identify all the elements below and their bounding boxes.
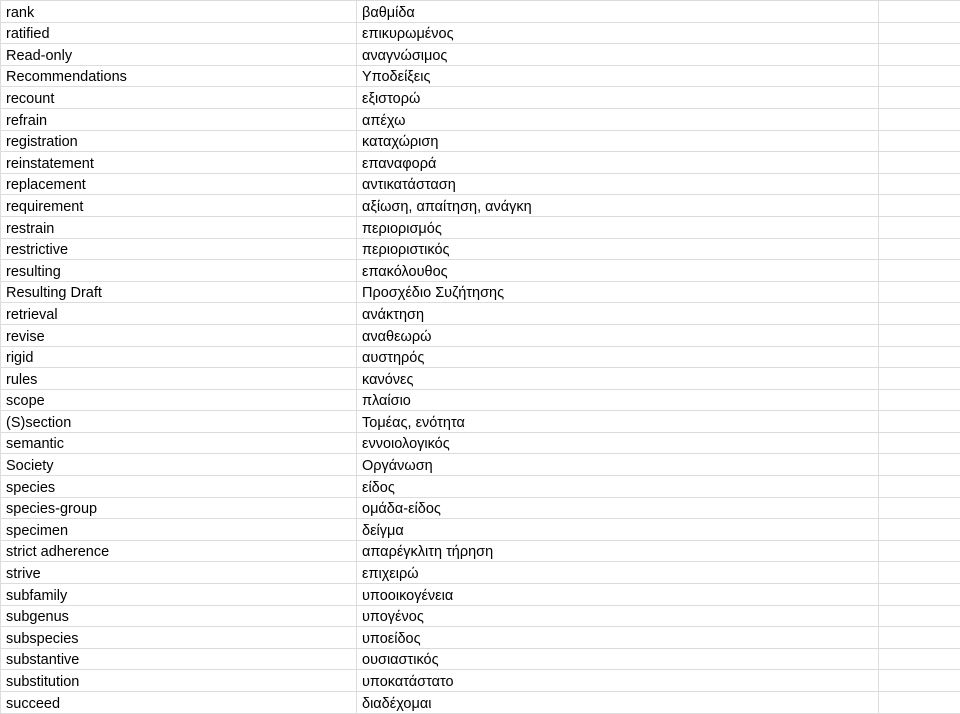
english-term-cell[interactable]: semantic [1,432,357,454]
empty-cell[interactable] [879,260,960,282]
empty-cell[interactable] [879,152,960,174]
english-term-cell[interactable]: rigid [1,346,357,368]
table-row [1,195,960,217]
english-term-cell[interactable]: subgenus [1,605,357,627]
english-term-cell[interactable]: strive [1,562,357,584]
table-row [1,87,960,109]
empty-cell[interactable] [879,1,960,23]
table-row [1,627,960,649]
english-term-cell[interactable]: subspecies [1,627,357,649]
table-row [1,216,960,238]
table-row [1,584,960,606]
empty-cell[interactable] [879,432,960,454]
english-term-cell[interactable]: strict adherence [1,540,357,562]
greek-term-cell[interactable]: επιχειρώ [357,562,879,584]
table-row [1,108,960,130]
greek-term-cell[interactable]: βαθμίδα [357,1,879,23]
english-term-cell[interactable]: subfamily [1,584,357,606]
greek-term-cell[interactable]: επαναφορά [357,152,879,174]
greek-term-cell[interactable]: απέχω [357,108,879,130]
table-row [1,519,960,541]
greek-term-cell[interactable]: Προσχέδιο Συζήτησης [357,281,879,303]
greek-term-cell[interactable]: υποκατάστατο [357,670,879,692]
empty-cell[interactable] [879,389,960,411]
empty-cell[interactable] [879,130,960,152]
greek-term-cell[interactable]: πλαίσιο [357,389,879,411]
greek-term-cell[interactable]: είδος [357,476,879,498]
empty-cell[interactable] [879,65,960,87]
table-row [1,303,960,325]
greek-term-cell[interactable]: Τομέας, ενότητα [357,411,879,433]
table-row [1,238,960,260]
greek-term-cell[interactable]: αξίωση, απαίτηση, ανάγκη [357,195,879,217]
greek-term-cell[interactable]: ουσιαστικός [357,648,879,670]
english-term-cell[interactable]: reinstatement [1,152,357,174]
greek-term-cell[interactable]: υποείδος [357,627,879,649]
english-term-cell[interactable]: revise [1,324,357,346]
greek-term-cell[interactable]: καταχώριση [357,130,879,152]
empty-cell[interactable] [879,411,960,433]
greek-term-cell[interactable]: αναγνώσιμος [357,44,879,66]
table-row [1,540,960,562]
empty-cell[interactable] [879,692,960,714]
table-row [1,497,960,519]
english-term-cell[interactable]: succeed [1,692,357,714]
table-row [1,22,960,44]
table-row [1,324,960,346]
english-term-cell[interactable]: substantive [1,648,357,670]
greek-term-cell[interactable]: Οργάνωση [357,454,879,476]
english-term-cell[interactable]: refrain [1,108,357,130]
english-term-cell[interactable]: Resulting Draft [1,281,357,303]
empty-cell[interactable] [879,562,960,584]
table-row [1,1,960,23]
greek-term-cell[interactable]: υπογένος [357,605,879,627]
english-term-cell[interactable]: Society [1,454,357,476]
english-term-cell[interactable]: retrieval [1,303,357,325]
english-term-cell[interactable]: recount [1,87,357,109]
table-row [1,411,960,433]
table-row [1,432,960,454]
english-term-cell[interactable]: scope [1,389,357,411]
empty-cell[interactable] [879,368,960,390]
empty-cell[interactable] [879,497,960,519]
empty-cell[interactable] [879,605,960,627]
english-term-cell[interactable]: rules [1,368,357,390]
table-row [1,260,960,282]
glossary-body [1,1,960,714]
english-term-cell[interactable]: replacement [1,173,357,195]
table-row [1,44,960,66]
empty-cell[interactable] [879,195,960,217]
table-row [1,152,960,174]
table-row [1,562,960,584]
greek-term-cell[interactable]: ανάκτηση [357,303,879,325]
greek-term-cell[interactable]: αυστηρός [357,346,879,368]
greek-term-cell[interactable]: Υποδείξεις [357,65,879,87]
table-row [1,173,960,195]
english-term-cell[interactable]: substitution [1,670,357,692]
empty-cell[interactable] [879,108,960,130]
greek-term-cell[interactable]: περιοριστικός [357,238,879,260]
empty-cell[interactable] [879,87,960,109]
empty-cell[interactable] [879,216,960,238]
empty-cell[interactable] [879,303,960,325]
english-term-cell[interactable]: ratified [1,22,357,44]
empty-cell[interactable] [879,519,960,541]
greek-term-cell[interactable]: επακόλουθος [357,260,879,282]
english-term-cell[interactable]: rank [1,1,357,23]
english-term-cell[interactable]: requirement [1,195,357,217]
table-row [1,605,960,627]
greek-term-cell[interactable]: κανόνες [357,368,879,390]
greek-term-cell[interactable]: υποοικογένεια [357,584,879,606]
empty-cell[interactable] [879,173,960,195]
greek-term-cell[interactable]: αντικατάσταση [357,173,879,195]
english-term-cell[interactable]: (S)section [1,411,357,433]
english-term-cell[interactable]: Read-only [1,44,357,66]
empty-cell[interactable] [879,584,960,606]
table-row [1,454,960,476]
table-row [1,648,960,670]
table-row [1,670,960,692]
greek-term-cell[interactable]: ομάδα-είδος [357,497,879,519]
table-row [1,368,960,390]
empty-cell[interactable] [879,324,960,346]
empty-cell[interactable] [879,627,960,649]
empty-cell[interactable] [879,281,960,303]
english-term-cell[interactable]: resulting [1,260,357,282]
empty-cell[interactable] [879,476,960,498]
table-row [1,65,960,87]
empty-cell[interactable] [879,22,960,44]
empty-cell[interactable] [879,44,960,66]
table-row [1,281,960,303]
empty-cell[interactable] [879,238,960,260]
empty-cell[interactable] [879,454,960,476]
table-row [1,389,960,411]
greek-term-cell[interactable]: εξιστορώ [357,87,879,109]
greek-term-cell[interactable]: απαρέγκλιτη τήρηση [357,540,879,562]
english-term-cell[interactable]: restrictive [1,238,357,260]
greek-term-cell[interactable]: περιορισμός [357,216,879,238]
greek-term-cell[interactable]: εννοιολογικός [357,432,879,454]
table-row [1,692,960,714]
english-term-cell[interactable]: specimen [1,519,357,541]
english-term-cell[interactable]: registration [1,130,357,152]
english-term-cell[interactable]: restrain [1,216,357,238]
greek-term-cell[interactable]: επικυρωμένος [357,22,879,44]
greek-term-cell[interactable]: διαδέχομαι [357,692,879,714]
empty-cell[interactable] [879,346,960,368]
greek-term-cell[interactable]: δείγμα [357,519,879,541]
table-row [1,476,960,498]
empty-cell[interactable] [879,648,960,670]
empty-cell[interactable] [879,540,960,562]
english-term-cell[interactable]: species [1,476,357,498]
table-row [1,346,960,368]
table-row [1,130,960,152]
empty-cell[interactable] [879,670,960,692]
greek-term-cell[interactable]: αναθεωρώ [357,324,879,346]
english-term-cell[interactable]: Recommendations [1,65,357,87]
english-term-cell[interactable]: species-group [1,497,357,519]
